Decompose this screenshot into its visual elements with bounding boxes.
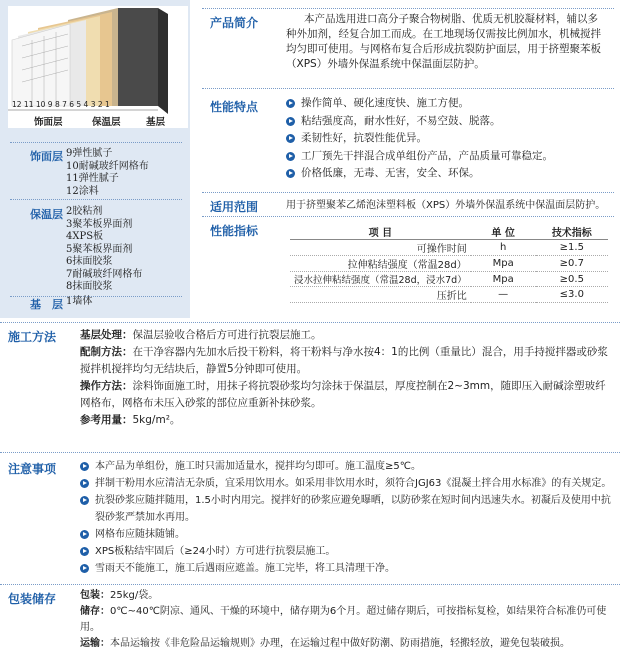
group-item: 5聚苯板界面剂 — [66, 243, 133, 255]
col-header-item: 项 目 — [290, 224, 471, 240]
construction-item: 配制方法：在干净容器内先加水后投干粉料，将干粉料与净水按4：1的比例（重量比）混合，用手持搅拌器或砂浆搅拌机搅拌均匀无结块后，静置5分钟即可使用。 — [80, 346, 608, 375]
table-row: 拉伸粘结强度（常温28d） Mpa ≥0.7 — [290, 256, 608, 272]
note-item: 本产品为单组份，施工时只需加适量水，搅拌均匀即可。施工温度≥5℃。 — [80, 458, 614, 475]
note-item: 抗裂砂浆应随拌随用，1.5小时内用完。搅拌好的砂浆应避免曝晒，以防砂浆在短时间内迅速失水。初凝后及使用中抗裂砂浆严禁加水再用。 — [80, 492, 614, 526]
intro-title: 产品简介 — [210, 16, 259, 30]
construction-list — [80, 327, 614, 429]
note-item: 雪雨天不能施工，施工后遇雨应遮盖。施工完毕，将工具清理干净。 — [80, 560, 614, 577]
construction-title: 施工方法 — [8, 330, 57, 344]
scope-title: 适用范围 — [210, 200, 259, 214]
bullet-arrow-icon — [286, 134, 295, 143]
bullet-arrow-icon — [80, 462, 89, 471]
bullet-arrow-icon — [80, 479, 89, 488]
scope-text: 用于挤塑聚苯乙烯泡沫塑料板（XPS）外墙外保温系统中保温面层防护。 — [286, 200, 606, 211]
group-item: 11弹性腻子 — [66, 173, 119, 184]
storage-item: 运输：本品运输按《非危险品运输规则》办理，在运输过程中做好防潮、防雨措施，轻搬轻放，避免包装破损。 — [80, 638, 570, 649]
feature-item: 粘结强度高，耐水性好，不易空鼓、脱落。 — [286, 113, 608, 131]
group-item: 1墙体 — [66, 296, 93, 307]
group-item: 7耐碱玻纤网格布 — [66, 268, 143, 280]
bullet-arrow-icon — [80, 496, 89, 505]
group-item: 4XPS板 — [66, 231, 104, 242]
specs-table — [290, 224, 608, 303]
layer-diagram — [8, 6, 188, 128]
storage-title: 包装储存 — [8, 592, 57, 606]
bullet-arrow-icon — [80, 564, 89, 573]
note-item: XPS板粘结牢固后（≥24小时）方可进行抗裂层施工。 — [80, 543, 614, 560]
group-item: 12涂料 — [66, 185, 99, 197]
features-list — [286, 95, 608, 183]
group-title: 保温层 — [30, 208, 63, 221]
col-header-spec: 技术指标 — [536, 224, 608, 240]
feature-item: 价格低廉，无毒、无害，安全、环保。 — [286, 165, 608, 183]
col-header-unit: 单 位 — [471, 224, 536, 240]
group-item: 9弹性腻子 — [66, 148, 113, 159]
bullet-arrow-icon — [80, 530, 89, 539]
notes-title: 注意事项 — [8, 462, 57, 476]
feature-item: 操作简单、硬化速度快、施工方便。 — [286, 95, 608, 113]
group-item: 3聚苯板界面剂 — [66, 218, 133, 230]
table-row: 可操作时间 h ≥1.5 — [290, 240, 608, 256]
table-row: 浸水拉伸粘结强度（常温28d，浸水7d） Mpa ≥0.5 — [290, 272, 608, 287]
bullet-arrow-icon — [286, 117, 295, 126]
construction-item: 参考用量：5kg/m²。 — [80, 414, 181, 426]
bullet-arrow-icon — [286, 152, 295, 161]
intro-text: 本产品选用进口高分子聚合物树脂、优质无机胶凝材料，辅以多种外加剂，经复合加工而成。在工地现场仅需按比例加水，机械搅拌均匀即可使用。与网格布复合后形成抗裂防护面层，用于挤塑聚苯板（XPS）外墙外保温系统中保温面层防护。 — [286, 13, 601, 70]
storage-item: 包装：25kg/袋。 — [80, 590, 159, 601]
group-item: 2胶粘剂 — [66, 206, 103, 217]
note-item: 拌制干粉用水应清洁无杂质，宜采用饮用水。如采用非饮用水时，须符合JGJ63《混凝土拌合用水标准》的有关规定。 — [80, 475, 614, 492]
group-item: 8抹面胶浆 — [66, 281, 113, 292]
feature-item: 柔韧性好，抗裂性能优异。 — [286, 130, 608, 148]
construction-item: 基层处理：保温层验收合格后方可进行抗裂层施工。 — [80, 329, 322, 341]
storage-list — [80, 588, 614, 652]
notes-list — [80, 458, 614, 577]
table-row: 压折比 — ≤3.0 — [290, 287, 608, 303]
bullet-arrow-icon — [286, 169, 295, 178]
group-title: 基 层 — [30, 298, 63, 311]
group-item: 6抹面胶浆 — [66, 256, 113, 267]
caption-finish-layer: 饰面层 — [34, 117, 63, 128]
layer-numbers: 12 11 10 9 8 7 6 5 4 3 2 1 — [12, 100, 110, 109]
group-title: 饰面层 — [30, 150, 63, 163]
features-title: 性能特点 — [210, 100, 259, 114]
note-item: 网格布应随抹随铺。 — [80, 526, 614, 543]
storage-item: 储存：0℃~40℃阴凉、通风、干燥的环境中，储存期为6个月。超过储存期后，可按指标复检，如结果符合标准仍可使用。 — [80, 606, 607, 633]
feature-item: 工厂预先干拌混合成单组份产品，产品质量可靠稳定。 — [286, 148, 608, 166]
caption-base-layer: 基层 — [146, 117, 166, 128]
bullet-arrow-icon — [286, 99, 295, 108]
group-item: 10耐碱玻纤网格布 — [66, 160, 149, 172]
construction-item: 操作方法：涂料饰面施工时，用抹子将抗裂砂浆均匀涂抹于保温层，厚度控制在2~3mm，随即压入耐碱涂塑玻纤网格布，网格布未压入砂浆的部位应重新补抹砂浆。 — [80, 380, 606, 409]
specs-title: 性能指标 — [210, 224, 259, 238]
bullet-arrow-icon — [80, 547, 89, 556]
caption-insulation-layer: 保温层 — [92, 117, 121, 128]
